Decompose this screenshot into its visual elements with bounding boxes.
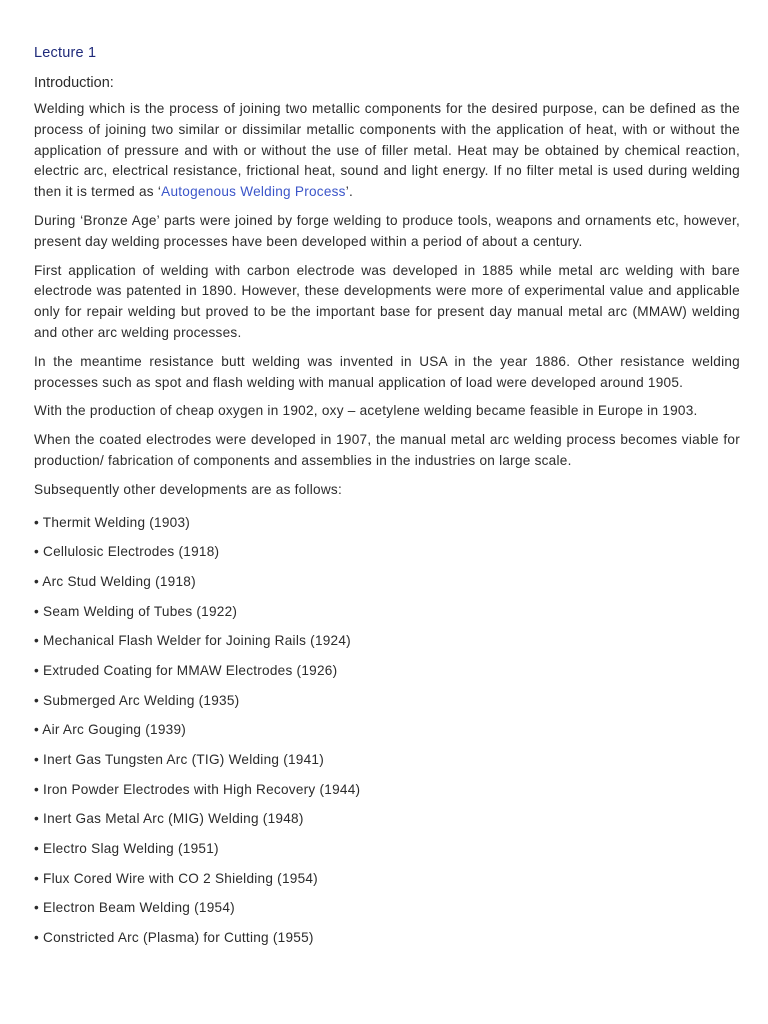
list-item: • Electro Slag Welding (1951) bbox=[34, 841, 219, 857]
developments-list bbox=[34, 513, 740, 958]
list-item: • Cellulosic Electrodes (1918) bbox=[34, 544, 220, 560]
list-item: • Mechanical Flash Welder for Joining Rails (1924) bbox=[34, 633, 351, 649]
paragraph-bronze-age: During ‘Bronze Age’ parts were joined by forge welding to produce tools, weapons and ornaments etc, however, present day welding processes have been developed within a period of about a century. bbox=[34, 212, 740, 249]
paragraph-resistance-welding: In the meantime resistance butt welding was invented in USA in the year 1886. Other resistance welding processes such as spot and flash welding with manual application of load were developed around 1905. bbox=[34, 353, 740, 390]
list-item: • Air Arc Gouging (1939) bbox=[34, 722, 187, 738]
list-item: • Thermit Welding (1903) bbox=[34, 514, 191, 530]
paragraph-carbon-electrode: First application of welding with carbon electrode was developed in 1885 while metal arc welding with bare electrode was patented in 1890. However, these developments were more of experimental value and applicable only for repair welding but proved to be the important base for present day manual metal arc (MMAW) welding and other arc welding processes. bbox=[34, 262, 740, 340]
list-item: • Iron Powder Electrodes with High Recovery (1944) bbox=[34, 781, 361, 797]
list-item: • Submerged Arc Welding (1935) bbox=[34, 692, 240, 708]
paragraph-definition-end: ’. bbox=[345, 184, 354, 200]
list-item: • Extruded Coating for MMAW Electrodes (1926) bbox=[34, 662, 338, 678]
list-item: • Inert Gas Metal Arc (MIG) Welding (1948) bbox=[34, 811, 304, 827]
paragraph-definition bbox=[34, 99, 740, 203]
document-body bbox=[34, 99, 740, 958]
list-item: • Seam Welding of Tubes (1922) bbox=[34, 603, 238, 619]
paragraph-oxy-acetylene: With the production of cheap oxygen in 1902, oxy – acetylene welding became feasible in Europe in 1903. bbox=[34, 403, 698, 419]
list-item: • Arc Stud Welding (1918) bbox=[34, 573, 196, 589]
list-item: • Constricted Arc (Plasma) for Cutting (1955) bbox=[34, 930, 314, 946]
list-item: • Inert Gas Tungsten Arc (TIG) Welding (1941) bbox=[34, 752, 325, 768]
introduction-heading: Introduction: bbox=[34, 75, 114, 91]
paragraph-definition-text: Welding which is the process of joining two metallic components for the desired purpose, can be defined as the process of joining two similar or dissimilar metallic components with the application of heat, with or without the application of pressure and with or without the use of filler metal. Heat may be obtained by chemical reaction, electric arc, electrical resistance, frictional heat, sound and light energy. If no filter metal is used during welding then it is termed as ‘ bbox=[34, 101, 740, 200]
autogenous-welding-link[interactable]: Autogenous Welding Process bbox=[161, 184, 346, 200]
lecture-title: Lecture 1 bbox=[34, 45, 97, 61]
list-item: • Electron Beam Welding (1954) bbox=[34, 900, 235, 916]
list-item: • Flux Cored Wire with CO 2 Shielding (1954) bbox=[34, 870, 318, 886]
paragraph-developments-intro: Subsequently other developments are as follows: bbox=[34, 481, 342, 497]
paragraph-coated-electrodes: When the coated electrodes were developed in 1907, the manual metal arc welding process becomes viable for production/ fabrication of components and assemblies in the industries on large scale. bbox=[34, 432, 740, 468]
